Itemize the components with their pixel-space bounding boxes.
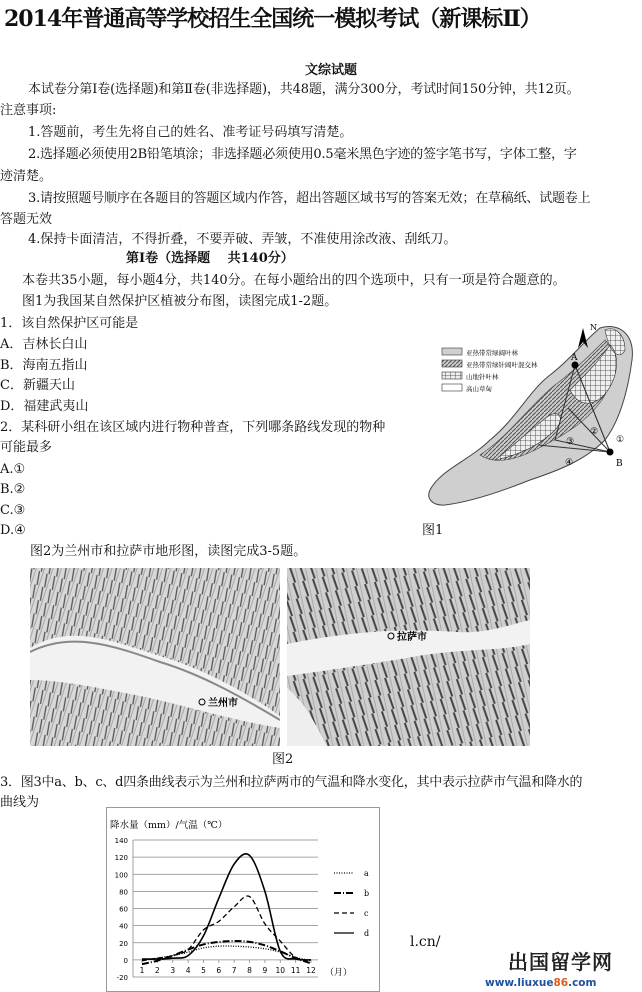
chart-xtick-label: 2 <box>154 966 160 975</box>
q1-option-c: C．新疆天山 <box>0 378 75 393</box>
q3-stem: 3．图3中a、b、c、d四条曲线表示为兰州和拉萨两市的气温和降水变化，其中表示拉萨市气温和降水的 <box>0 775 583 790</box>
q2-stem-cont: 可能最多 <box>0 440 53 455</box>
exam-title: 2014年普通高等学校招生全国统一模拟考试（新课标Ⅱ） <box>4 6 541 32</box>
chart-ytick-label: 80 <box>119 888 128 897</box>
q2-option-c: C.③ <box>0 503 26 518</box>
chart-legend-b-label: b <box>364 889 370 898</box>
route-4-label: ④ <box>565 458 574 468</box>
north-label: N <box>590 323 597 332</box>
note-2-cont: 迹清楚。 <box>0 169 53 184</box>
chart-legend-c-label: c <box>364 909 369 918</box>
chart-series-b-line <box>142 941 311 964</box>
q1-option-a: A．吉林长白山 <box>0 337 88 352</box>
q1-option-b: B．海南五指山 <box>0 358 88 373</box>
chart-ytick-label: 100 <box>114 871 128 880</box>
watermark-fragment: l.cn/ <box>410 934 441 950</box>
point-b-label: B <box>616 459 623 469</box>
fig1-intro: 图1为我国某自然保护区植被分布图，读图完成1-2题。 <box>22 294 338 309</box>
chart-xtick-label: 5 <box>201 966 206 975</box>
chart-ytick-label: 120 <box>114 854 128 863</box>
section-heading: 第Ⅰ卷（选择题 共140分） <box>126 251 294 266</box>
chart-xtick-label: 6 <box>216 966 222 975</box>
watermark-url: www.liuxue86.com <box>485 977 597 989</box>
chart-xtick-label: 4 <box>185 966 191 975</box>
chart-ytick-label: 40 <box>119 922 128 931</box>
legend-meadow: 高山草甸 <box>466 385 492 393</box>
note-2: 2.选择题必须使用2B铅笔填涂；非选择题必须使用0.5毫米黑色字迹的签字笔书写，字体工整，字 <box>28 147 577 162</box>
legend-conifer: 山地针叶林 <box>466 373 499 381</box>
route-1-label: ① <box>616 435 625 445</box>
lanzhou-label: 兰州市 <box>208 698 238 709</box>
notes-heading: 注意事项: <box>0 103 57 118</box>
fig2-intro: 图2为兰州市和拉萨市地形图，读图完成3-5题。 <box>30 544 307 559</box>
chart-xtick-label: 7 <box>231 966 237 975</box>
chart-xtick-label: 10 <box>275 966 286 975</box>
q2-option-b: B.② <box>0 482 26 497</box>
chart-ytick-label: 0 <box>123 956 128 965</box>
legend-mixed: 亚热带常绿针阔叶混交林 <box>466 361 538 369</box>
watermark-brand: 出国留学网 <box>508 950 613 974</box>
chart-legend-a-label: a <box>364 869 369 878</box>
subject-heading: 文综试题 <box>305 63 358 78</box>
chart-ytick-label: 140 <box>114 837 128 845</box>
note-3: 3.请按照题号顺序在各题目的答题区域内作答，超出答题区域书写的答案无效；在草稿纸、试题卷上 <box>28 191 591 206</box>
chart-series-d-line <box>142 854 311 960</box>
route-2-label: ② <box>590 427 599 437</box>
chart-xtick-label: 11 <box>290 966 301 975</box>
chart-ylabel: 降水量（mm）/气温（℃） <box>110 820 228 831</box>
q2-stem: 2．某科研小组在该区域内进行物种普查，下列哪条路线发现的物种 <box>0 420 386 435</box>
chart-xlabel: （月） <box>325 968 353 978</box>
legend-broadleaf: 亚热带常绿阔叶林 <box>466 349 518 357</box>
q3-stem-cont: 曲线为 <box>0 795 40 810</box>
q1-option-d: D．福建武夷山 <box>0 399 89 414</box>
chart-legend-d-label: d <box>364 929 370 938</box>
chart-xtick-label: 1 <box>139 966 145 975</box>
chart-xtick-label: 8 <box>247 966 252 975</box>
q1-stem: 1．该自然保护区可能是 <box>0 316 139 331</box>
route-3-label: ③ <box>566 437 575 447</box>
chart-ytick-label: 60 <box>119 905 128 914</box>
chart-xtick-label: 3 <box>170 966 176 975</box>
section-desc: 本卷共35小题，每小题4分，共140分。在每小题给出的四个选项中，只有一项是符合题意的。 <box>22 273 566 288</box>
chart-ytick-label: -20 <box>116 974 128 982</box>
chart-ytick-label: 20 <box>119 939 128 948</box>
figure2-caption: 图2 <box>272 752 294 767</box>
chart-xtick-label: 12 <box>306 966 316 975</box>
figure1-caption: 图1 <box>422 523 444 538</box>
intro-text: 本试卷分第Ⅰ卷(选择题)和第Ⅱ卷(非选择题)，共48题，满分300分，考试时间150分钟，共12页。 <box>28 82 580 97</box>
note-4: 4.保持卡面清洁，不得折叠，不要弄破、弄皱，不准使用涂改液、刮纸刀。 <box>28 232 457 247</box>
point-a-label: A <box>571 353 578 363</box>
chart-xtick-label: 9 <box>262 966 268 975</box>
q2-option-a: A.① <box>0 462 26 477</box>
lhasa-label: 拉萨市 <box>397 632 427 643</box>
chart-series-c-line <box>142 896 311 961</box>
note-1: 1.答题前，考生先将自己的姓名、准考证号码填写清楚。 <box>28 125 353 140</box>
q2-option-d: D.④ <box>0 523 26 538</box>
note-3-cont: 答题无效 <box>0 212 53 227</box>
